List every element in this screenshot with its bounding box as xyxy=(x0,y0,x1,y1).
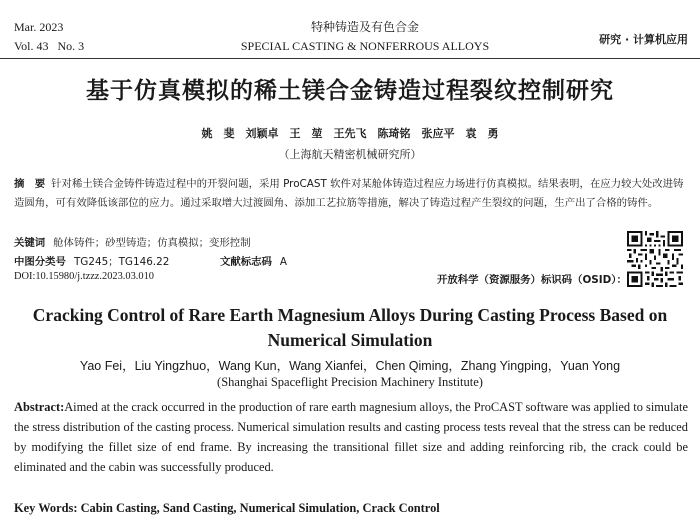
section-label: 研究 · 计算机应用 xyxy=(599,33,688,46)
keywords-en-text: Cabin Casting, Sand Casting, Numerical Simulation, Crack Control xyxy=(80,501,440,515)
number: No. 3 xyxy=(57,39,85,53)
authors-cn: 姚 斐 刘颖卓 王 堃 王先飞 陈琦铭 张应平 袁 勇 xyxy=(201,127,499,140)
affiliation-en: (Shanghai Spaceflight Precision Machinery Institute) xyxy=(217,375,483,389)
authors-en: Yao Fei，Liu Yingzhuo，Wang Kun，Wang Xianfei，Chen Qiming，Zhang Yingping，Yuan Yong xyxy=(79,359,621,373)
affiliation-cn: （上海航天精密机械研究所） xyxy=(278,148,422,161)
doc-code-value: A xyxy=(279,256,288,268)
keywords-en-label: Key Words: xyxy=(14,501,78,515)
abstract-cn xyxy=(14,175,688,213)
journal-name-cn: 特种铸造及有色合金 xyxy=(310,20,419,34)
qr-code-icon[interactable] xyxy=(627,231,683,287)
abstract-en-text: Aimed at the crack occurred in the production of rare earth magnesium alloys, the ProCAST software was applied to simulate the stress distribution of the casting process. Numerical simulation results and casting process tests reveal that the stress can be reduced by modifying the fillet size of end frame. By increasing the transitional fillet size and adding reinforcing rib, the crack could be eliminated and the cabin was successfully produced. xyxy=(14,400,688,474)
article-title-cn: 基于仿真模拟的稀土镁合金铸造过程裂纹控制研究 xyxy=(86,78,614,104)
clc-label: 中图分类号 xyxy=(14,256,66,268)
doi: DOI:10.15980/j.tzzz.2023.03.010 xyxy=(14,271,154,282)
abstract-cn-text: 针对稀土镁合金铸件铸造过程中的开裂问题，采用 ProCAST 软件对某舱体铸造过程应力场进行仿真模拟。结果表明，在应力较大处改进铸造圆角，可有效降低该部位的应力。通过采取增大过渡圆角、添加工艺拉筋等措施，解决了铸造过程产生裂纹的问题，生产出了合格的铸件。 xyxy=(14,178,684,209)
volume: Vol. 43 xyxy=(14,39,49,53)
volume-number xyxy=(14,37,84,56)
abstract-cn-label: 摘 要 xyxy=(14,178,46,190)
keywords-cn-text: 舱体铸件；砂型铸造；仿真模拟；变形控制 xyxy=(53,237,251,249)
abstract-en-label: Abstract: xyxy=(14,400,65,414)
article-title-en: Cracking Control of Rare Earth Magnesium Alloys During Casting Process Based on Numerical Simulation xyxy=(32,305,668,350)
journal-name xyxy=(165,18,565,56)
issue-info xyxy=(14,18,84,56)
header-rule xyxy=(0,58,700,59)
abstract-en xyxy=(14,397,688,477)
journal-name-en: SPECIAL CASTING & NONFERROUS ALLOYS xyxy=(240,39,490,53)
classification xyxy=(14,253,287,268)
issue-date: Mar. 2023 xyxy=(14,20,64,34)
osid-label: 开放科学（资源服务）标识码（OSID）： xyxy=(437,274,627,286)
keywords-cn-label: 关键词 xyxy=(14,237,46,249)
clc-value: TG245；TG146.22 xyxy=(73,256,170,268)
keywords-cn xyxy=(14,234,251,249)
doc-code-label: 文献标志码 xyxy=(219,256,272,268)
keywords-en xyxy=(14,501,440,516)
